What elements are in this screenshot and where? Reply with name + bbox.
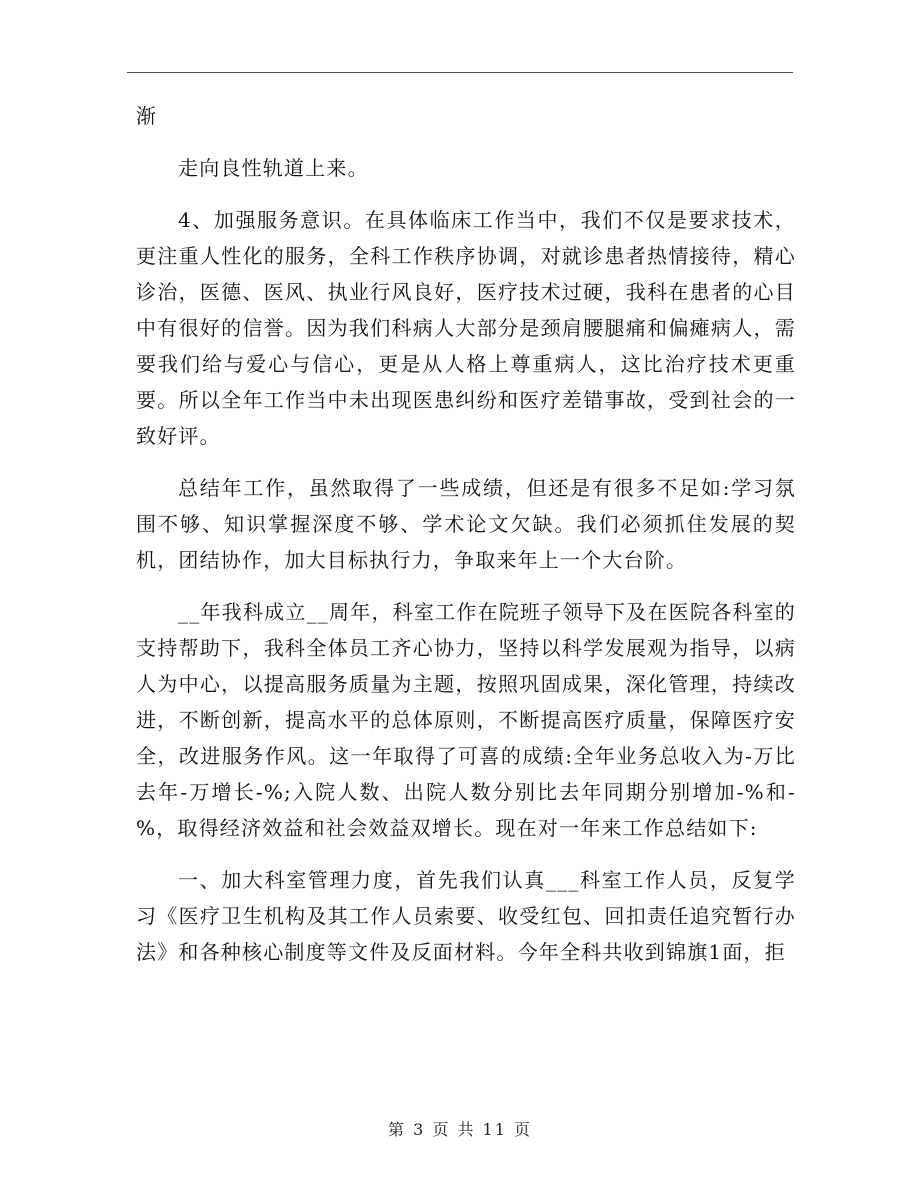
paragraph-annual-review: __年我科成立__周年，科室工作在院班子领导下及在医院各科室的支持帮助下，我科全体员工齐心协力，坚持以科学发展观为指导，以病人为中心，以提高服务质量为主题，按照巩固成果，深化管理，持续改进，不断创新，提高水平的总体原则，不断提高医疗质量，保障医疗安全，改进服务作风。这一年取得了可喜的成绩:全年业务总收入为-万比去年-万增长-%;入院人数、出院人数分别比去年同期分别增加-%和-%，取得经济效益和社会效益双增长。现在对一年来工作总结如下: xyxy=(136,600,796,840)
header-rule xyxy=(127,72,793,73)
paragraph-summary: 总结年工作，虽然取得了一些成绩，但还是有很多不足如:学习氛围不够、知识掌握深度不够、学术论文欠缺。我们必须抓住发展的契机，团结协作，加大目标执行力，争取来年上一个大台阶。 xyxy=(136,476,796,572)
page-number-footer: 第 3 页 共 11 页 xyxy=(388,1120,532,1139)
paragraph-service-awareness: 4、加强服务意识。在具体临床工作当中，我们不仅是要求技术，更注重人性化的服务，全科工作秩序协调，对就诊患者热情接待，精心诊治，医德、医风、执业行风良好，医疗技术过硬，我科在患者的心目中有很好的信誉。因为我们科病人大部分是颈肩腰腿痛和偏瘫病人，需要我们给与爱心与信心，更是从人格上尊重病人，这比治疗技术更重要。所以全年工作当中未出现医患纠纷和医疗差错事故，受到社会的一致好评。 xyxy=(136,208,796,448)
body-text xyxy=(136,98,796,970)
paragraph-continuation: 走向良性轨道上来。 xyxy=(178,156,369,180)
paragraph-management: 一、加大科室管理力度，首先我们认真___科室工作人员，反复学习《医疗卫生机构及其工作人员索要、收受红包、回扣责任追究暂行办法》和各种核心制度等文件及反面材料。今年全科共收到锦旗1面，拒 xyxy=(136,868,796,964)
paragraph-fragment: 渐 xyxy=(136,104,158,128)
